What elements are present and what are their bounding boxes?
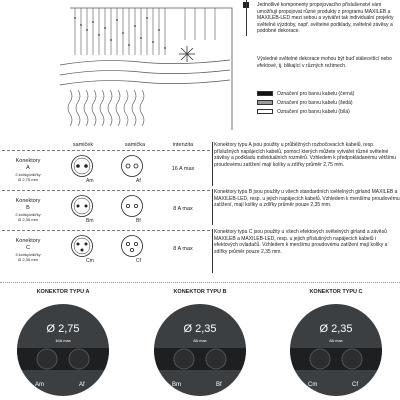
- connector-a-male-icon: [70, 154, 94, 178]
- intensity-value: 8 A max: [173, 206, 193, 212]
- header-intensity: intenzita: [172, 142, 194, 148]
- connector-c-female-icon: [120, 234, 144, 258]
- photo-size: Ø 2,35: [183, 323, 217, 335]
- legend-label: Označení pro barvu kabelu (černá): [277, 90, 355, 97]
- divider: [2, 190, 210, 191]
- legend-item: [257, 107, 397, 116]
- divider: [2, 150, 210, 151]
- intensity-value: 16 A max: [171, 166, 195, 172]
- photo-amp: 8A max: [329, 338, 343, 343]
- intensity-value: 8 A max: [173, 246, 193, 252]
- connector-c-photo: [290, 304, 382, 396]
- pin-label: Cm: [86, 258, 94, 264]
- connector-c-description: Konektory typu C jsou použity u všech efektových světelných girland a závěsů MAXILEB a MAXILEB-LED, resp. u jejich příslušných napájecích kabelů i efektových ovladačů. Vzhledem k menšímu proudovému zatížení mají kolíky a zdířky průměr pouze 2,35 mm.: [214, 229, 388, 255]
- connector-b-male-icon: [70, 194, 94, 218]
- row-label-a: Konektory A 2 kolíky/zdířky Ø 2,75 mm: [15, 158, 41, 182]
- divider: [212, 142, 213, 186]
- legend-item: [257, 89, 397, 98]
- divider: [212, 189, 213, 225]
- black-swatch: [257, 91, 273, 96]
- photo-title-b: KONEKTOR TYPU B: [173, 289, 227, 295]
- connector-table: [2, 142, 210, 278]
- divider: [246, 0, 247, 36]
- connector-b-female-icon: [120, 194, 144, 218]
- photo-pin-right: Cf: [352, 382, 358, 388]
- photo-title-c: KONEKTOR TYPU C: [309, 289, 363, 295]
- connector-a-photo: [17, 304, 109, 396]
- pin-label: Bm: [86, 218, 94, 224]
- row-label-c: Konektory C 3 kolíky/zdířky Ø 2,35 mm: [15, 238, 41, 262]
- pin-label: Cf: [136, 258, 141, 264]
- legend-label: Označení pro barvu kabelu (šedá): [277, 99, 353, 106]
- photo-pin-right: Bf: [216, 382, 222, 388]
- connector-a-female-icon: [120, 154, 144, 178]
- result-text: Výsledné světelné dekorace mohou být buď stálesvítící nebo efektové, tj. blikající v různých režimech.: [257, 56, 392, 69]
- photo-pin-right: Af: [79, 382, 85, 388]
- light-decoration-illustration: [0, 0, 240, 140]
- photo-title-a: KONEKTOR TYPU A: [36, 289, 90, 295]
- header-female: samička: [124, 142, 146, 148]
- divider: [212, 229, 213, 273]
- connector-b-description: Konektory typu B jsou použity u všech standardních světelných girland MAXILEB a MAXILEB-LED, resp. u jejich napájecích kabelů. Vzhledem k menšímu proudovému zatížení, mají kolíky a zdířky průměr pouze 2,35 mm.: [214, 189, 400, 209]
- photo-pin-left: Am: [35, 382, 44, 388]
- photo-pin-left: Bm: [172, 382, 181, 388]
- photo-amp: 8A max: [193, 338, 207, 343]
- cable-color-legend: [257, 89, 397, 116]
- row-label-b: Konektory B 2 kolíky/zdířky Ø 2,35 mm: [15, 198, 41, 222]
- intro-panel: [243, 0, 398, 140]
- intro-text: Jednotlivé komponenty propojovacího příslušenství vám umožňují propojovat různé produkty z programu MAXILEB a MAXILEB-LED mezi sebou a vytvářet tak individuální projekty světelné výzdoby, např. světelné podklady, světelné závěsy a podobné dekorace.: [257, 2, 394, 34]
- photo-size: Ø 2,75: [46, 323, 80, 335]
- connector-c-male-icon: [70, 234, 94, 258]
- connector-b-photo: [154, 304, 246, 396]
- pin-label: Af: [136, 178, 141, 184]
- legend-item: [257, 98, 397, 107]
- gray-swatch: [257, 100, 273, 105]
- pin-label: Am: [86, 178, 94, 184]
- connector-a-description: Konektory typu A jsou použity u průběžných rozbočovacích kabelů, resp. příslušných napájecích kabelů, pomocí kterých můžete vytvářet různé světelné závěsy a podkladu individuálních rozměrů. Vzhledem k předpokládanému většímu proudovému zatížení mají kolíky a zdířky průměr 2,75 mm.: [214, 142, 397, 168]
- photo-amp: 16A max: [55, 338, 71, 343]
- divider: [0, 282, 400, 283]
- photo-size: Ø 2,35: [319, 323, 353, 335]
- pin-label: Bf: [136, 218, 141, 224]
- header-male: samiček: [72, 142, 94, 148]
- photo-pin-left: Cm: [308, 382, 318, 388]
- legend-label: Označení pro barvu kabelu (bílá): [277, 108, 350, 115]
- divider: [2, 230, 210, 231]
- white-swatch: [257, 109, 273, 114]
